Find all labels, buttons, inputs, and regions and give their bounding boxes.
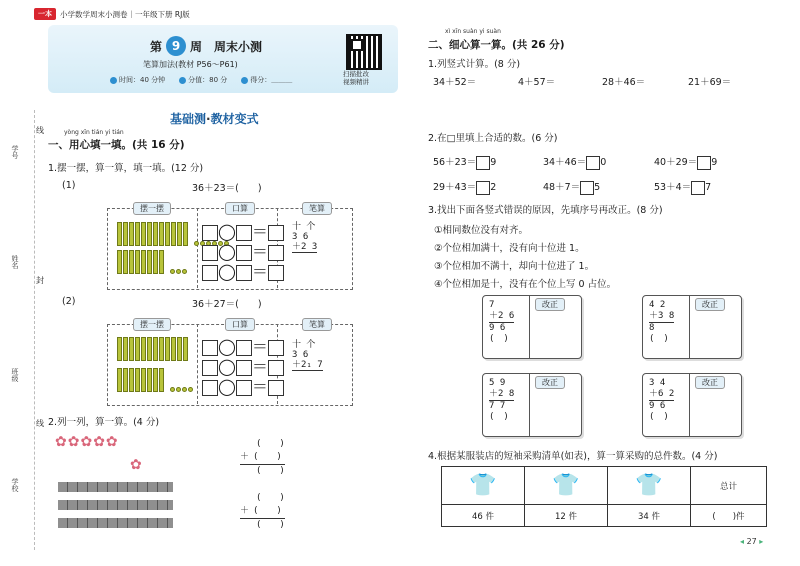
tag-bai-1: 摆一摆 (133, 202, 171, 215)
total-score-info (179, 75, 227, 85)
q1a-label: (1) (62, 180, 76, 191)
pen-icon (241, 77, 248, 84)
count-purple: 46 件 (442, 505, 525, 527)
tag-kou-2: 口算 (225, 318, 255, 331)
page-number: 27 (746, 537, 757, 546)
blocks-row-1 (58, 482, 173, 492)
score-icon (179, 77, 186, 84)
r-q3-opt-4: ④个位相加是十，没有在个位上写 0 占位。 (434, 279, 617, 290)
fill-6-digit: 7 (705, 182, 712, 193)
vc1-line1: 3 6 (292, 232, 309, 242)
fill-5 (543, 179, 600, 195)
q1b-expression: 36＋27＝( ) (192, 299, 262, 310)
fill-4 (433, 179, 496, 195)
c4-l2: ＋6 2 (649, 389, 675, 399)
fill-3-digit: 9 (711, 157, 718, 168)
shirt-pink-cell (525, 467, 608, 505)
fill-3-box[interactable] (697, 156, 711, 170)
week-suffix: 周 周末小测 (190, 39, 263, 54)
count-yellow: 34 件 (608, 505, 691, 527)
count-pink: 12 件 (525, 505, 608, 527)
week-title (150, 36, 262, 56)
fill-4-box[interactable] (476, 181, 490, 195)
r-q3-opt-1: ①相同数位没有对齐。 (434, 225, 529, 236)
q2a-plus: ＋ (240, 452, 250, 462)
brand-logo: 一本 (34, 8, 56, 20)
side-label-student-id: 学号 (11, 145, 19, 159)
flower-icon-single: ✿ (130, 457, 142, 473)
vertical-calc-1 (292, 222, 317, 253)
vc2-line1: 3 6 (292, 350, 309, 360)
fill-3 (654, 154, 717, 170)
fill-1-box[interactable] (476, 156, 490, 170)
c2-l3: 8 (649, 323, 655, 333)
side-mark-mid: 封 (36, 276, 44, 285)
week-prefix: 第 (150, 39, 163, 54)
qr-note-line1: 扫描批改 (343, 70, 369, 78)
fill-4-digit: 2 (490, 182, 497, 193)
r-q1-prompt: 1.列竖式计算。(8 分) (428, 59, 521, 70)
c3-l2: ＋2 8 (489, 389, 515, 399)
fill-6-expr: 53＋4＝ (654, 182, 692, 193)
c1-reason[interactable]: ( ) (489, 334, 509, 344)
week-number-badge: 9 (166, 36, 186, 56)
c2-l2: ＋3 8 (649, 311, 675, 321)
side-label-name: 姓名 (11, 255, 19, 269)
q2b-blank2[interactable]: ( ) (253, 506, 282, 516)
total-header: 总计 (691, 467, 767, 505)
q1b-label: (2) (62, 296, 76, 307)
q2b-blank1[interactable]: ( ) (256, 493, 285, 503)
tag-kou-1: 口算 (225, 202, 255, 215)
fill-6 (654, 179, 711, 195)
q2b-blank3[interactable]: ( ) (256, 520, 285, 530)
tag-bi-2: 笔算 (302, 318, 332, 331)
count-total[interactable]: ( )件 (691, 505, 767, 527)
section-title-b: 教材变式 (210, 112, 259, 126)
part1-title: 一、用心填一填。(共 16 分) (48, 139, 185, 151)
qr-note-line2: 视频精讲 (343, 78, 369, 86)
got-score-text: 得分：＿＿＿ (250, 76, 293, 84)
fill-2-digit: 0 (600, 157, 607, 168)
next-page-icon[interactable]: ▸ (759, 537, 764, 546)
vc1-head: 十 个 (292, 222, 316, 232)
r-q1-item-3: 28＋46＝ (602, 77, 646, 88)
oral-calc-grid-1: ◯ ＝ ◯ ＝ ◯ ＝ (202, 222, 284, 282)
brand-bar (34, 8, 190, 20)
side-mark-low: 线 (36, 419, 44, 428)
vc2-line2: ＋2₁ 7 (292, 360, 323, 370)
binding-line (34, 110, 35, 550)
r-q3-prompt: 3.找出下面各竖式错误的原因，先填序号再改正。(8 分) (428, 205, 663, 216)
blocks-row-2 (58, 500, 173, 510)
section-title (170, 110, 259, 127)
r-q3-opt-2: ②个位相加满十，没有向十位进 1。 (434, 243, 585, 254)
flower-icons: ✿✿✿✿✿ (55, 434, 119, 450)
purchase-table (441, 466, 767, 527)
fix-label-2: 改正 (695, 298, 725, 311)
section-title-a: 基础测 (170, 112, 207, 126)
section-title-dot: · (206, 112, 211, 126)
panel2-divider-a (197, 324, 198, 404)
fix-label-1: 改正 (535, 298, 565, 311)
rods-row-2 (117, 250, 188, 278)
fix-card-3 (482, 373, 582, 437)
vc2-head: 十 个 (292, 340, 316, 350)
part1-pinyin: yòng xīn tián yi tián (64, 129, 124, 136)
side-label-class: 班级 (11, 368, 19, 382)
c2-l1: 4 2 (649, 300, 666, 310)
c4-l1: 3 4 (649, 378, 666, 388)
q2-calc-2 (240, 492, 285, 532)
oral-calc-grid-2: ◯ ＝ ◯ ＝ ◯ ＝ (202, 337, 284, 397)
q2-prompt: 2.列一列，算一算。(4 分) (48, 417, 160, 428)
fill-1-expr: 56＋23＝ (433, 157, 477, 168)
fill-5-box[interactable] (580, 181, 594, 195)
vc1-line2: ＋2 3 (292, 242, 318, 252)
time-text: 时间：40 分钟 (119, 76, 166, 84)
shirt-yellow-cell (608, 467, 691, 505)
q2a-blank3[interactable]: ( ) (256, 466, 285, 476)
q2-calc-1 (240, 438, 285, 478)
part2-pinyin: xì xīn suàn yi suàn (445, 28, 501, 35)
q2b-plus: ＋ (240, 506, 250, 516)
fill-3-expr: 40＋29＝ (654, 157, 698, 168)
c3-reason[interactable]: ( ) (489, 412, 509, 422)
prev-page-icon[interactable]: ◂ (740, 537, 745, 546)
fill-4-expr: 29＋43＝ (433, 182, 477, 193)
q1-prompt: 1.摆一摆，算一算，填一填。(12 分) (48, 163, 204, 174)
fill-1-digit: 9 (490, 157, 497, 168)
r-q1-item-2: 4＋57＝ (518, 77, 556, 88)
qr-note (343, 70, 369, 86)
c3-l1: 5 9 (489, 378, 506, 388)
fix-label-4: 改正 (695, 376, 725, 389)
r-q3-opt-3: ③个位相加不满十，却向十位进了 1。 (434, 261, 595, 272)
r-q2-prompt: 2.在□里填上合适的数。(6 分) (428, 133, 558, 144)
shirt-purple-cell (442, 467, 525, 505)
r-q1-item-1: 34＋52＝ (433, 77, 477, 88)
fill-2 (543, 154, 606, 170)
part2-title: 二、细心算一算。(共 26 分) (428, 39, 565, 51)
c3-l3: 7 7 (489, 401, 506, 411)
blocks-row-3 (58, 518, 173, 528)
qr-code-icon[interactable] (346, 34, 382, 70)
side-label-school: 学校 (11, 478, 19, 492)
fix-card-2 (642, 295, 742, 359)
fix-card-4 (642, 373, 742, 437)
fill-6-box[interactable] (691, 181, 705, 195)
fix-label-3: 改正 (535, 376, 565, 389)
fill-2-box[interactable] (586, 156, 600, 170)
got-score-info (241, 75, 292, 85)
r-q1-item-4: 21＋69＝ (688, 77, 732, 88)
side-mark-top: 线 (36, 126, 44, 135)
rods-row-4 (117, 368, 194, 396)
meta-row (110, 75, 292, 85)
r-q4-prompt: 4.根据某服装店的短袖采购清单(如表)，算一算采购的总件数。(4 分) (428, 451, 718, 462)
c1-l2: ＋2 6 (489, 311, 515, 321)
tshirt-purple-icon: 👕 (469, 473, 497, 498)
c4-reason[interactable]: ( ) (649, 412, 669, 422)
tag-bi-1: 笔算 (302, 202, 332, 215)
c1-l3: 9 6 (489, 323, 506, 333)
fill-1 (433, 154, 496, 170)
fill-2-expr: 34＋46＝ (543, 157, 587, 168)
clock-icon (110, 77, 117, 84)
c4-l3: 9 6 (649, 401, 666, 411)
q1a-expression: 36＋23＝( ) (192, 183, 262, 194)
c1-l1: 7 (489, 300, 495, 310)
tshirt-yellow-icon: 👕 (635, 473, 663, 498)
time-info (110, 75, 165, 85)
fill-5-digit: 5 (594, 182, 601, 193)
q2a-blank2[interactable]: ( ) (253, 452, 282, 462)
tshirt-pink-icon: 👕 (552, 473, 580, 498)
fix-card-1 (482, 295, 582, 359)
page-footer (740, 537, 763, 546)
textbook-scope: 笔算加法(教材 P56～P61) (143, 60, 238, 69)
vertical-calc-2 (292, 340, 323, 371)
total-score-text: 分值：80 分 (188, 76, 228, 84)
rods-row-3 (117, 337, 189, 365)
c2-reason[interactable]: ( ) (649, 334, 669, 344)
fill-5-expr: 48＋7＝ (543, 182, 581, 193)
q2a-blank1[interactable]: ( ) (256, 439, 285, 449)
brand-text: 小学数学周末小测卷｜一年级下册 RJ版 (60, 9, 190, 19)
tag-bai-2: 摆一摆 (133, 318, 171, 331)
